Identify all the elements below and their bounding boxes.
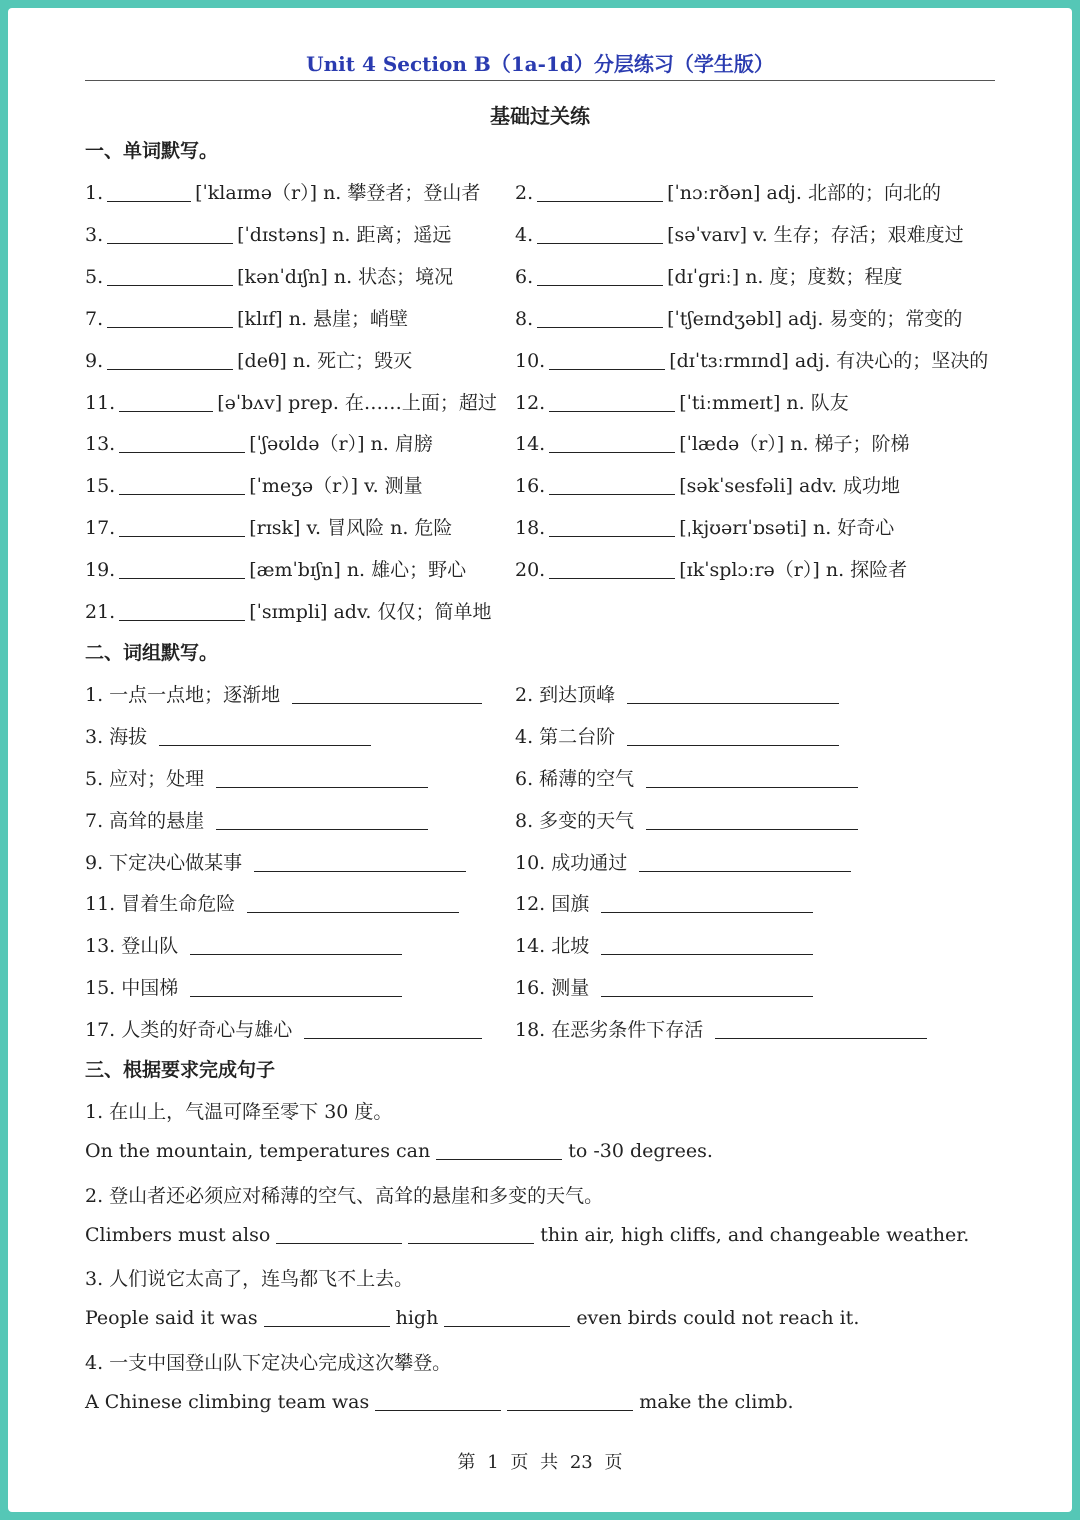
answer-blank[interactable] [549, 518, 675, 537]
answer-blank[interactable] [254, 853, 466, 872]
sentence-prompt-cn: 3. 人们说它太高了，连鸟都飞不上去。 [85, 1268, 414, 1290]
answer-blank[interactable] [119, 560, 245, 579]
phrase-item: 14. 北坡 [515, 931, 817, 958]
answer-blank[interactable] [715, 1020, 927, 1039]
vocab-item: 13. [ˈʃəʊldə（r）] n. 肩膀 [85, 433, 433, 455]
answer-blank[interactable] [549, 351, 665, 370]
sentence-fill-en: A Chinese climbing team was make the climb. [85, 1391, 794, 1413]
sentence-prompt-cn: 1. 在山上，气温可降至零下 30 度。 [85, 1101, 393, 1123]
answer-blank[interactable] [646, 769, 858, 788]
answer-blank[interactable] [264, 1308, 390, 1327]
phrase-item: 1. 一点一点地；逐渐地 [85, 680, 486, 707]
vocab-item: 10. [dɪˈtɜːrmɪnd] adj. 有决心的；坚决的 [515, 350, 989, 372]
answer-blank[interactable] [119, 518, 245, 537]
vocab-item: 11. [əˈbʌv] prep. 在……上面；超过 [85, 392, 497, 414]
phrase-item: 7. 高耸的悬崖 [85, 806, 432, 833]
vocab-item: 18. [ˌkjʊərɪˈɒsəti] n. 好奇心 [515, 517, 895, 539]
answer-blank[interactable] [304, 1020, 482, 1039]
answer-blank[interactable] [537, 183, 663, 202]
vocab-item: 15. [ˈmeʒə（r）] v. 测量 [85, 475, 423, 497]
answer-blank[interactable] [107, 183, 191, 202]
phrase-item: 13. 登山队 [85, 931, 406, 958]
section2-heading: 二、词组默写。 [85, 642, 219, 664]
document-title: Unit 4 Section B（1a-1d）分层练习（学生版） [306, 52, 774, 76]
answer-blank[interactable] [190, 978, 402, 997]
phrase-item: 6. 稀薄的空气 [515, 764, 862, 791]
answer-blank[interactable] [107, 309, 233, 328]
answer-blank[interactable] [292, 685, 482, 704]
answer-blank[interactable] [436, 1141, 562, 1160]
vocab-item: 17. [rɪsk] v. 冒风险 n. 危险 [85, 517, 453, 539]
answer-blank[interactable] [119, 434, 245, 453]
answer-blank[interactable] [375, 1392, 501, 1411]
answer-blank[interactable] [639, 853, 851, 872]
answer-blank[interactable] [247, 894, 459, 913]
answer-blank[interactable] [119, 602, 245, 621]
vocab-item: 1. [ˈklaɪmə（r）] n. 攀登者；登山者 [85, 182, 481, 204]
answer-blank[interactable] [216, 811, 428, 830]
answer-blank[interactable] [549, 393, 675, 412]
section-subtitle: 基础过关练 [490, 104, 590, 128]
phrase-item: 8. 多变的天气 [515, 806, 862, 833]
answer-blank[interactable] [549, 476, 675, 495]
vocab-item: 6. [dɪˈɡriː] n. 度；度数；程度 [515, 266, 903, 288]
answer-blank[interactable] [190, 936, 402, 955]
section1-heading: 一、单词默写。 [85, 140, 219, 162]
section3-heading: 三、根据要求完成句子 [85, 1059, 276, 1081]
phrase-item: 17. 人类的好奇心与雄心 [85, 1015, 486, 1042]
answer-blank[interactable] [408, 1225, 534, 1244]
vocab-item: 2. [ˈnɔːrðən] adj. 北部的；向北的 [515, 182, 941, 204]
answer-blank[interactable] [216, 769, 428, 788]
answer-blank[interactable] [119, 476, 245, 495]
page-number: 第 1 页 共 23 页 [457, 1452, 623, 1473]
answer-blank[interactable] [627, 685, 839, 704]
vocab-item: 3. [ˈdɪstəns] n. 距离；遥远 [85, 224, 452, 246]
vocab-item: 12. [ˈtiːmmeɪt] n. 队友 [515, 392, 849, 414]
vocab-item: 16. [səkˈsesfəli] adv. 成功地 [515, 475, 901, 497]
answer-blank[interactable] [549, 560, 675, 579]
answer-blank[interactable] [276, 1225, 402, 1244]
worksheet-page [8, 8, 1072, 1512]
answer-blank[interactable] [601, 936, 813, 955]
vocab-item: 7. [klɪf] n. 悬崖；峭壁 [85, 308, 409, 330]
answer-blank[interactable] [537, 225, 663, 244]
phrase-item: 5. 应对；处理 [85, 764, 432, 791]
sentence-prompt-cn: 4. 一支中国登山队下定决心完成这次攀登。 [85, 1352, 452, 1374]
answer-blank[interactable] [107, 267, 233, 286]
answer-blank[interactable] [119, 393, 213, 412]
answer-blank[interactable] [601, 894, 813, 913]
answer-blank[interactable] [549, 434, 675, 453]
answer-blank[interactable] [507, 1392, 633, 1411]
sentence-fill-en: Climbers must also thin air, high cliffs, and changeable weather. [85, 1224, 970, 1246]
answer-blank[interactable] [537, 267, 663, 286]
phrase-item: 3. 海拔 [85, 722, 375, 749]
vocab-item: 19. [æmˈbɪʃn] n. 雄心；野心 [85, 559, 467, 581]
phrase-item: 16. 测量 [515, 973, 817, 1000]
answer-blank[interactable] [646, 811, 858, 830]
phrase-item: 12. 国旗 [515, 889, 817, 916]
phrase-item: 9. 下定决心做某事 [85, 848, 470, 875]
vocab-item: 8. [ˈtʃeɪndʒəbl] adj. 易变的；常变的 [515, 308, 963, 330]
answer-blank[interactable] [444, 1308, 570, 1327]
sentence-fill-en: People said it was high even birds could not reach it. [85, 1307, 860, 1329]
title-divider [85, 80, 995, 81]
answer-blank[interactable] [537, 309, 663, 328]
phrase-item: 10. 成功通过 [515, 848, 855, 875]
answer-blank[interactable] [627, 727, 839, 746]
answer-blank[interactable] [159, 727, 371, 746]
phrase-item: 18. 在恶劣条件下存活 [515, 1015, 931, 1042]
vocab-item: 4. [səˈvaɪv] v. 生存；存活；艰难度过 [515, 224, 964, 246]
answer-blank[interactable] [601, 978, 813, 997]
vocab-item: 5. [kənˈdɪʃn] n. 状态；境况 [85, 266, 454, 288]
vocab-item: 14. [ˈlædə（r）] n. 梯子；阶梯 [515, 433, 910, 455]
answer-blank[interactable] [107, 351, 233, 370]
phrase-item: 11. 冒着生命危险 [85, 889, 463, 916]
answer-blank[interactable] [107, 225, 233, 244]
sentence-prompt-cn: 2. 登山者还必须应对稀薄的空气、高耸的悬崖和多变的天气。 [85, 1185, 604, 1207]
phrase-item: 15. 中国梯 [85, 973, 406, 1000]
phrase-item: 4. 第二台阶 [515, 722, 843, 749]
phrase-item: 2. 到达顶峰 [515, 680, 843, 707]
vocab-item: 20. [ɪkˈsplɔːrə（r）] n. 探险者 [515, 559, 908, 581]
sentence-fill-en: On the mountain, temperatures can to -30 degrees. [85, 1140, 713, 1162]
vocab-item: 9. [deθ] n. 死亡；毁灭 [85, 350, 413, 372]
vocab-item: 21. [ˈsɪmpli] adv. 仅仅；简单地 [85, 601, 492, 623]
